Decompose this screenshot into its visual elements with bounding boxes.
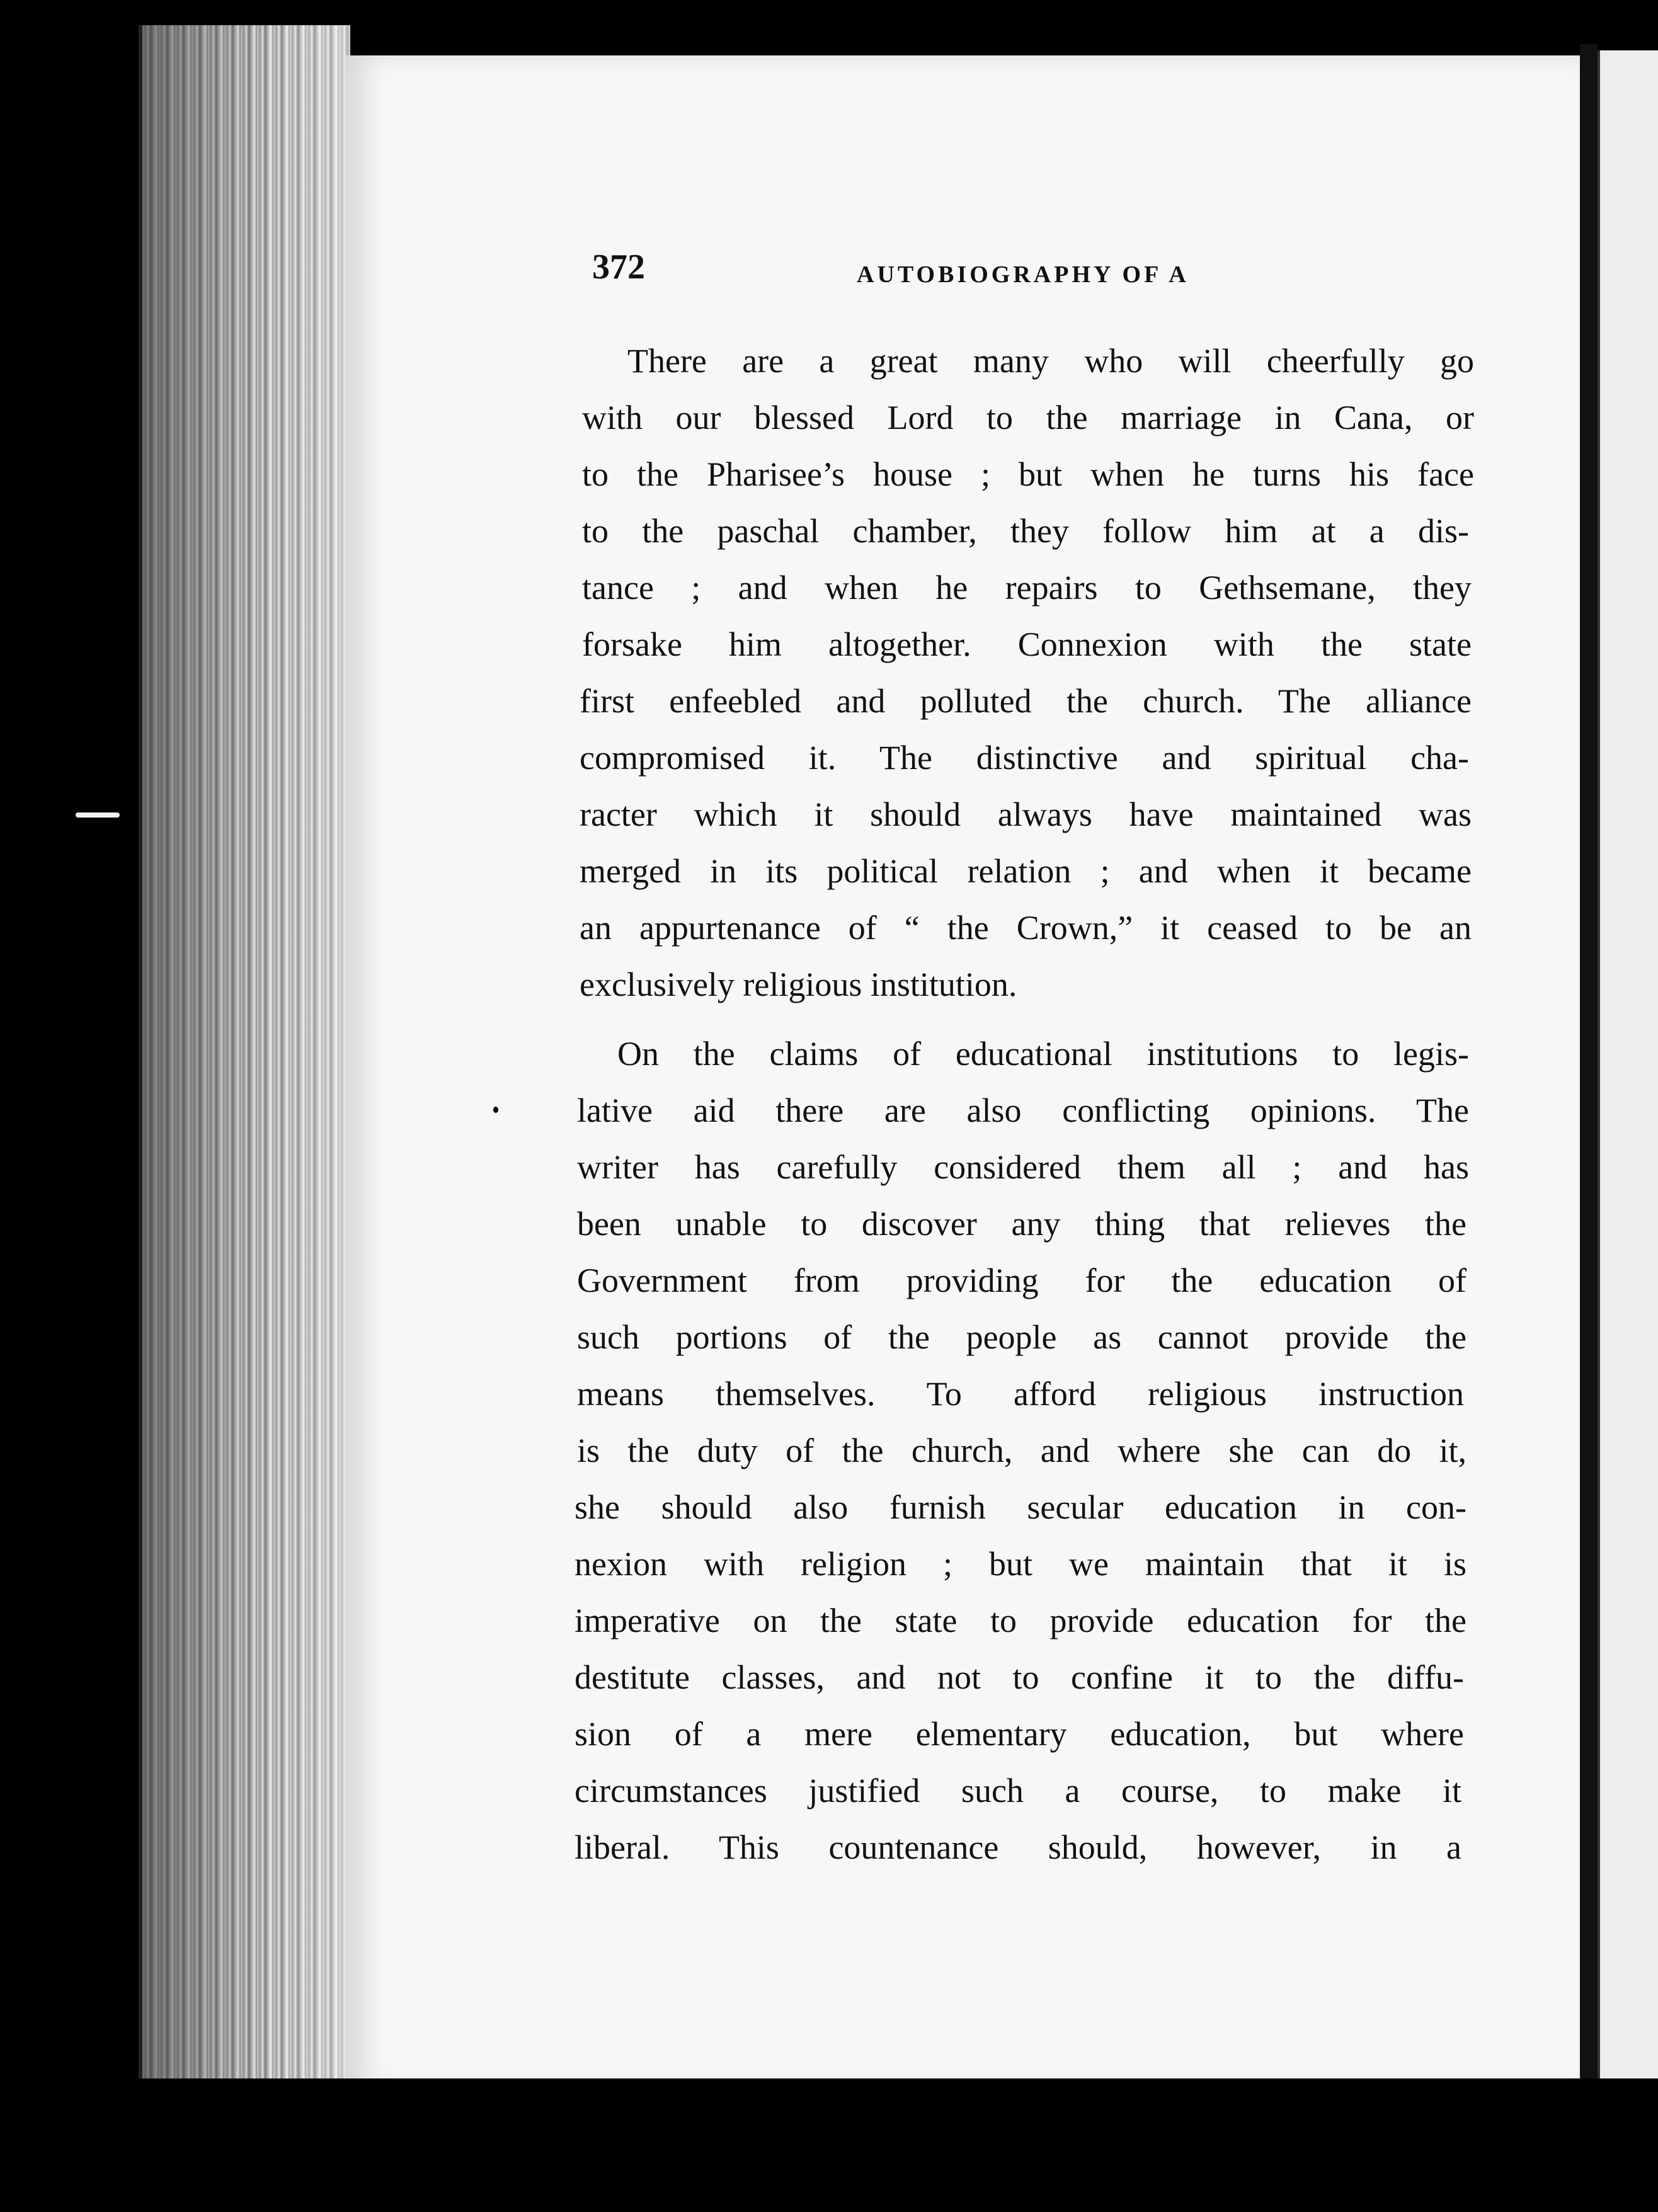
scan-border-bottom: [139, 2078, 1658, 2212]
text-line: means themselves. To afford religious instruction: [577, 1375, 1464, 1413]
dust-speck: [4, 570, 11, 581]
facing-page-sliver: [1598, 50, 1658, 2091]
text-line: exclusively religious institution.: [580, 966, 1017, 1003]
book-gutter: [1580, 44, 1598, 2097]
text-line: tance ; and when he repairs to Gethsemane, they: [582, 569, 1472, 607]
text-line: sion of a mere elementary education, but where: [575, 1715, 1464, 1753]
page-number: 372: [592, 248, 645, 287]
text-line: forsake him altogether. Connexion with the state: [582, 625, 1472, 663]
text-line: she should also furnish secular education in con-: [575, 1488, 1466, 1526]
text-line: such portions of the people as cannot provide the: [577, 1318, 1466, 1356]
dust-speck: [76, 812, 120, 818]
text-line: to the paschal chamber, they follow him at a dis-: [582, 512, 1469, 550]
text-line: compromised it. The distinctive and spiritual cha-: [580, 739, 1469, 777]
book-page-edges: [139, 25, 350, 2078]
text-line: is the duty of the church, and where she can do it,: [577, 1432, 1466, 1469]
text-line: destitute classes, and not to confine it to the diffu-: [575, 1658, 1464, 1696]
text-line: with our blessed Lord to the marriage in Cana, or: [582, 399, 1474, 436]
text-line: circumstances justified such a course, to make it: [575, 1772, 1461, 1810]
running-title: AUTOBIOGRAPHY OF A: [857, 261, 1189, 288]
text-line: nexion with religion ; but we maintain that it is: [575, 1545, 1466, 1583]
text-line: first enfeebled and polluted the church. The alliance: [580, 682, 1472, 720]
text-line: imperative on the state to provide education for the: [575, 1602, 1466, 1639]
text-line: merged in its political relation ; and when it became: [580, 852, 1472, 890]
text-line: racter which it should always have maintained was: [580, 795, 1472, 833]
text-line: an appurtenance of “ the Crown,” it ceased to be an: [580, 909, 1472, 947]
text-line: writer has carefully considered them all ; and has: [577, 1148, 1469, 1186]
text-line: lative aid there are also conflicting opinions. The: [577, 1092, 1469, 1129]
text-line: There are a great many who will cheerfully go: [627, 342, 1474, 380]
text-line: Government from providing for the education of: [577, 1262, 1466, 1299]
dust-speck: [493, 1107, 498, 1113]
text-line: to the Pharisee’s house ; but when he turns his face: [582, 455, 1474, 493]
scan-border-left: [0, 0, 139, 2212]
text-line: been unable to discover any thing that relieves the: [577, 1205, 1466, 1243]
text-line: liberal. This countenance should, however, in a: [575, 1828, 1461, 1866]
text-line: On the claims of educational institutions to legis-: [617, 1035, 1469, 1073]
